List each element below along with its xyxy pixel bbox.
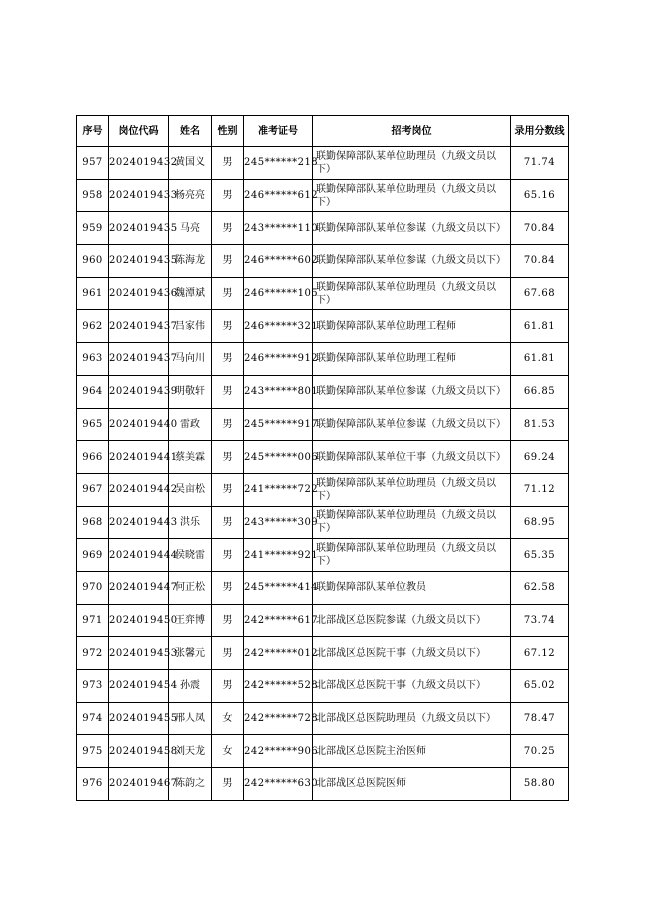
gender-cell: 男 — [212, 441, 244, 474]
table-row — [77, 343, 569, 376]
score-table — [76, 115, 569, 801]
cutoff-score-cell: 71.74 — [511, 147, 569, 180]
index-cell: 976 — [77, 768, 109, 801]
exam-number-cell: 245******414 — [244, 571, 313, 604]
table-row — [77, 637, 569, 670]
name-cell: 魏潭斌 — [169, 277, 212, 310]
header-gender: 性别 — [212, 116, 244, 147]
table-row — [77, 277, 569, 310]
cutoff-score-cell: 67.12 — [511, 637, 569, 670]
header-index: 序号 — [77, 116, 109, 147]
name-cell: 张馨元 — [169, 637, 212, 670]
position-code-cell: 2024019444 — [109, 539, 169, 572]
table-row — [77, 310, 569, 343]
cutoff-score-cell: 70.84 — [511, 245, 569, 278]
position-cell: 联勤保障部队某单位助理工程师 — [313, 343, 511, 376]
position-code-cell: 2024019441 — [109, 441, 169, 474]
exam-number-cell: 242******906 — [244, 735, 313, 768]
gender-cell: 男 — [212, 179, 244, 212]
position-cell: 联勤保障部队某单位助理员（九级文员以下） — [313, 147, 511, 180]
position-code-cell: 2024019432 — [109, 147, 169, 180]
index-cell: 975 — [77, 735, 109, 768]
position-code-cell: 2024019442 — [109, 473, 169, 506]
name-cell: 吕家伟 — [169, 310, 212, 343]
position-cell: 北部战区总医院干事（九级文员以下） — [313, 670, 511, 703]
cutoff-score-cell: 70.25 — [511, 735, 569, 768]
table-row — [77, 245, 569, 278]
index-cell: 972 — [77, 637, 109, 670]
header-position: 招考岗位 — [313, 116, 511, 147]
position-cell: 联勤保障部队某单位参谋（九级文员以下） — [313, 408, 511, 441]
table-row — [77, 375, 569, 408]
gender-cell: 男 — [212, 277, 244, 310]
table-row — [77, 735, 569, 768]
cutoff-score-cell: 81.53 — [511, 408, 569, 441]
cutoff-score-cell: 65.35 — [511, 539, 569, 572]
gender-cell: 男 — [212, 604, 244, 637]
position-cell: 联勤保障部队某单位参谋（九级文员以下） — [313, 375, 511, 408]
position-code-cell: 2024019455 — [109, 702, 169, 735]
gender-cell: 女 — [212, 735, 244, 768]
table-row — [77, 506, 569, 539]
position-code-cell: 2024019454 — [109, 670, 169, 703]
name-cell: 马向川 — [169, 343, 212, 376]
position-cell: 北部战区总医院医师 — [313, 768, 511, 801]
name-cell: 蔡美霖 — [169, 441, 212, 474]
index-cell: 967 — [77, 473, 109, 506]
cutoff-score-cell: 62.58 — [511, 571, 569, 604]
exam-number-cell: 245******218 — [244, 147, 313, 180]
cutoff-score-cell: 67.68 — [511, 277, 569, 310]
exam-number-cell: 245******006 — [244, 441, 313, 474]
table-body — [77, 147, 569, 801]
exam-number-cell: 241******921 — [244, 539, 313, 572]
gender-cell: 男 — [212, 310, 244, 343]
position-cell: 联勤保障部队某单位干事（九级文员以下） — [313, 441, 511, 474]
gender-cell: 女 — [212, 702, 244, 735]
position-code-cell: 2024019437 — [109, 310, 169, 343]
table-row — [77, 670, 569, 703]
gender-cell: 男 — [212, 768, 244, 801]
gender-cell: 男 — [212, 245, 244, 278]
table-row — [77, 539, 569, 572]
position-cell: 北部战区总医院助理员（九级文员以下） — [313, 702, 511, 735]
header-position-code: 岗位代码 — [109, 116, 169, 147]
position-code-cell: 2024019453 — [109, 637, 169, 670]
index-cell: 962 — [77, 310, 109, 343]
exam-number-cell: 243******110 — [244, 212, 313, 245]
name-cell: 王弈博 — [169, 604, 212, 637]
table-row — [77, 604, 569, 637]
exam-number-cell: 242******617 — [244, 604, 313, 637]
position-code-cell: 2024019450 — [109, 604, 169, 637]
cutoff-score-cell: 68.95 — [511, 506, 569, 539]
cutoff-score-cell: 65.02 — [511, 670, 569, 703]
table-row — [77, 473, 569, 506]
name-cell: 洪乐 — [169, 506, 212, 539]
index-cell: 958 — [77, 179, 109, 212]
cutoff-score-cell: 58.80 — [511, 768, 569, 801]
name-cell: 杨亮亮 — [169, 179, 212, 212]
cutoff-score-cell: 73.74 — [511, 604, 569, 637]
position-code-cell: 2024019435 — [109, 245, 169, 278]
index-cell: 974 — [77, 702, 109, 735]
gender-cell: 男 — [212, 147, 244, 180]
position-cell: 联勤保障部队某单位助理员（九级文员以下） — [313, 277, 511, 310]
table-row — [77, 441, 569, 474]
exam-number-cell: 242******528 — [244, 670, 313, 703]
position-code-cell: 2024019447 — [109, 571, 169, 604]
gender-cell: 男 — [212, 571, 244, 604]
exam-number-cell: 243******801 — [244, 375, 313, 408]
gender-cell: 男 — [212, 343, 244, 376]
position-cell: 联勤保障部队某单位助理员（九级文员以下） — [313, 179, 511, 212]
index-cell: 968 — [77, 506, 109, 539]
position-cell: 联勤保障部队某单位助理员（九级文员以下） — [313, 539, 511, 572]
position-code-cell: 2024019443 — [109, 506, 169, 539]
index-cell: 971 — [77, 604, 109, 637]
gender-cell: 男 — [212, 408, 244, 441]
exam-number-cell: 242******012 — [244, 637, 313, 670]
gender-cell: 男 — [212, 212, 244, 245]
table-row — [77, 147, 569, 180]
name-cell: 吴亩松 — [169, 473, 212, 506]
cutoff-score-cell: 69.24 — [511, 441, 569, 474]
exam-number-cell: 246******321 — [244, 310, 313, 343]
name-cell: 陈韵之 — [169, 768, 212, 801]
name-cell: 黄国义 — [169, 147, 212, 180]
table-row — [77, 408, 569, 441]
cutoff-score-cell: 61.81 — [511, 343, 569, 376]
exam-number-cell: 246******602 — [244, 245, 313, 278]
gender-cell: 男 — [212, 637, 244, 670]
cutoff-score-cell: 71.12 — [511, 473, 569, 506]
index-cell: 957 — [77, 147, 109, 180]
index-cell: 961 — [77, 277, 109, 310]
name-cell: 何正松 — [169, 571, 212, 604]
exam-number-cell: 245******917 — [244, 408, 313, 441]
position-code-cell: 2024019433 — [109, 179, 169, 212]
index-cell: 963 — [77, 343, 109, 376]
index-cell: 973 — [77, 670, 109, 703]
position-cell: 联勤保障部队某单位教员 — [313, 571, 511, 604]
index-cell: 969 — [77, 539, 109, 572]
name-cell: 马亮 — [169, 212, 212, 245]
header-cutoff-score: 录用分数线 — [511, 116, 569, 147]
position-cell: 联勤保障部队某单位参谋（九级文员以下） — [313, 212, 511, 245]
position-code-cell: 2024019467 — [109, 768, 169, 801]
cutoff-score-cell: 66.85 — [511, 375, 569, 408]
exam-number-cell: 243******309 — [244, 506, 313, 539]
gender-cell: 男 — [212, 506, 244, 539]
index-cell: 970 — [77, 571, 109, 604]
exam-number-cell: 246******612 — [244, 179, 313, 212]
index-cell: 959 — [77, 212, 109, 245]
position-code-cell: 2024019435 — [109, 212, 169, 245]
position-cell: 北部战区总医院干事（九级文员以下） — [313, 637, 511, 670]
index-cell: 965 — [77, 408, 109, 441]
header-name: 姓名 — [169, 116, 212, 147]
position-cell: 北部战区总医院主治医师 — [313, 735, 511, 768]
exam-number-cell: 246******912 — [244, 343, 313, 376]
table-row — [77, 702, 569, 735]
index-cell: 964 — [77, 375, 109, 408]
gender-cell: 男 — [212, 539, 244, 572]
exam-number-cell: 246******105 — [244, 277, 313, 310]
table-row — [77, 179, 569, 212]
exam-number-cell: 242******728 — [244, 702, 313, 735]
exam-number-cell: 242******630 — [244, 768, 313, 801]
gender-cell: 男 — [212, 473, 244, 506]
position-code-cell: 2024019436 — [109, 277, 169, 310]
position-code-cell: 2024019439 — [109, 375, 169, 408]
name-cell: 刘天龙 — [169, 735, 212, 768]
table-row — [77, 768, 569, 801]
table-row — [77, 212, 569, 245]
gender-cell: 男 — [212, 375, 244, 408]
exam-number-cell: 241******722 — [244, 473, 313, 506]
position-cell: 联勤保障部队某单位助理员（九级文员以下） — [313, 473, 511, 506]
position-cell: 联勤保障部队某单位参谋（九级文员以下） — [313, 245, 511, 278]
cutoff-score-cell: 70.84 — [511, 212, 569, 245]
cutoff-score-cell: 65.16 — [511, 179, 569, 212]
gender-cell: 男 — [212, 670, 244, 703]
name-cell: 雷政 — [169, 408, 212, 441]
name-cell: 侯晓雷 — [169, 539, 212, 572]
cutoff-score-cell: 78.47 — [511, 702, 569, 735]
name-cell: 邢人凤 — [169, 702, 212, 735]
header-exam-number: 准考证号 — [244, 116, 313, 147]
position-code-cell: 2024019437 — [109, 343, 169, 376]
position-code-cell: 2024019458 — [109, 735, 169, 768]
position-cell: 联勤保障部队某单位助理员（九级文员以下） — [313, 506, 511, 539]
cutoff-score-cell: 61.81 — [511, 310, 569, 343]
index-cell: 960 — [77, 245, 109, 278]
table-row — [77, 571, 569, 604]
name-cell: 孙震 — [169, 670, 212, 703]
name-cell: 明敬轩 — [169, 375, 212, 408]
index-cell: 966 — [77, 441, 109, 474]
position-cell: 北部战区总医院参谋（九级文员以下） — [313, 604, 511, 637]
position-cell: 联勤保障部队某单位助理工程师 — [313, 310, 511, 343]
position-code-cell: 2024019440 — [109, 408, 169, 441]
header-row — [77, 116, 569, 147]
name-cell: 陈海龙 — [169, 245, 212, 278]
